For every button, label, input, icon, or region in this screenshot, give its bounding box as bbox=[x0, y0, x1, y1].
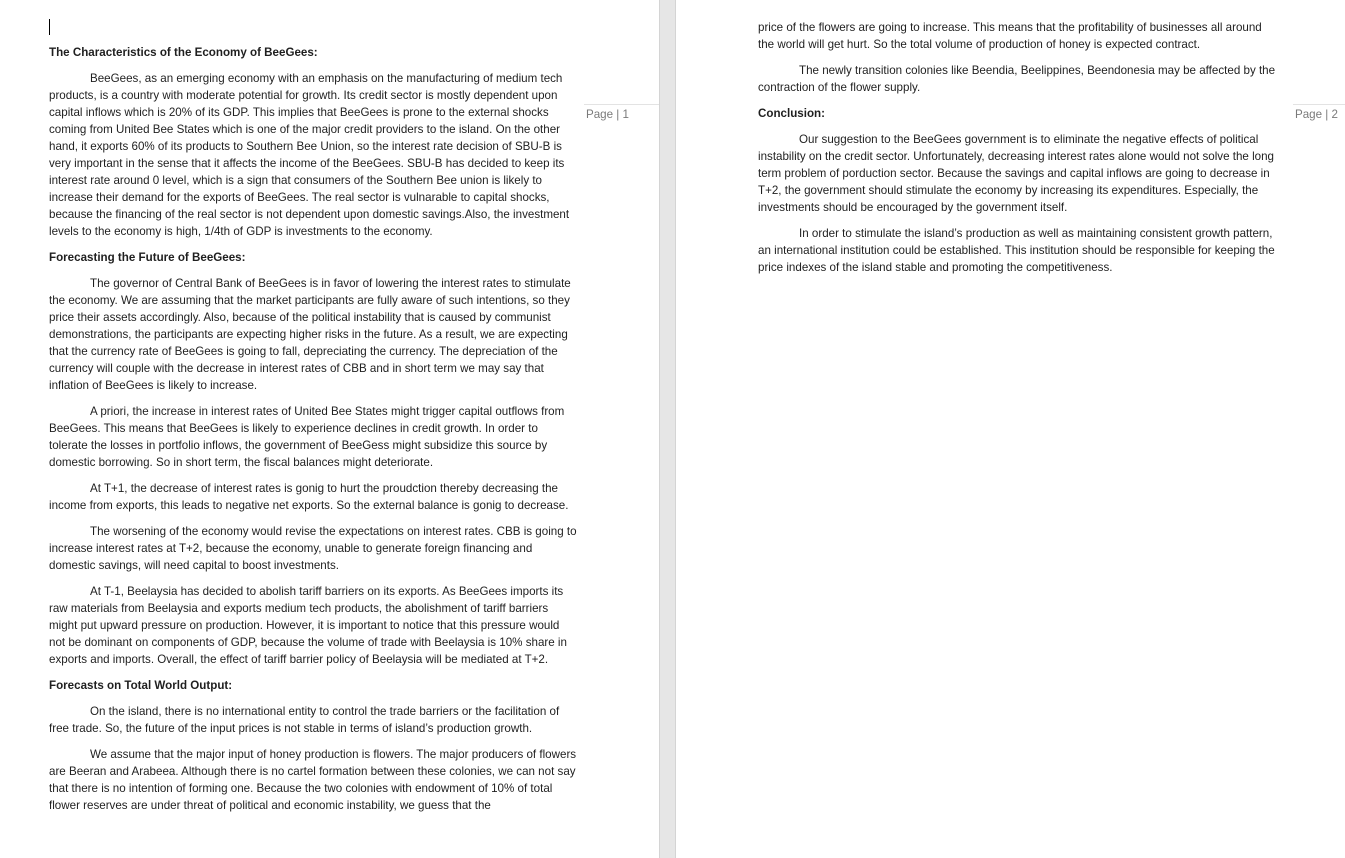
document-page-2[interactable] bbox=[676, 0, 1345, 858]
paragraph: On the island, there is no international entity to control the trade barriers or the facilitation of free trade. So, the future of the input prices is not stable in terms of island’s production growth. bbox=[49, 705, 560, 735]
paragraph: Our suggestion to the BeeGees government is to eliminate the negative effects of political instability on the credit sector. Unfortunately, decreasing interest rates alone would not solve the long term problem of porduction sector. Because the savings and capital inflows are going to decrease in T+2, the government should stimulate the economy by increasing its expenditures. Especially, the investments should be encouraged by the government itself. bbox=[758, 133, 1275, 214]
paragraph: The worsening of the economy would revise the expectations on interest rates. CBB is going to increase interest rates at T+2, because the economy, unable to generate foreign financing and domestic savings, will need capital to boost investments. bbox=[49, 525, 577, 572]
page-gap bbox=[659, 0, 676, 858]
paragraph: We assume that the major input of honey production is flowers. The major producers of flowers are Beeran and Arabeea. Although there is no cartel formation between these colonies, we can not say that there is no intention of forming one. Because the two colonies with endowment of 10% of total flower reserves are under threat of political and economic instability, we guess that the bbox=[49, 748, 577, 812]
paragraph: A priori, the increase in interest rates of United Bee States might trigger capital outflows from BeeGees. This means that BeeGees is likely to experience declines in credit growth. In order to tolerate the losses in portfolio inflows, the government of BeeGess might subsidize this source by domestic borrowing. So in short term, the fiscal balances might deteriorate. bbox=[49, 405, 565, 469]
paragraph: price of the flowers are going to increase. This means that the profitability of businesses all around the world will get hurt. So the total volume of production of honey is expected contract. bbox=[758, 21, 1262, 51]
section-heading: Conclusion: bbox=[758, 107, 825, 120]
paragraph: BeeGees, as an emerging economy with an emphasis on the manufacturing of medium tech products, is a country with moderate potential for growth. Its credit sector is mostly dependent upon capital inflows which is 20% of its GDP. This implies that BeeGees is prone to the external shocks coming from United Bee States which is one of the major credit providers to the island. On the other hand, it exports 60% of its products to Southern Bee Union, so the interest rate decision of SBU-B is very important in the sense that it affects the income of the BeeGees. SBU-B has decided to keep its interest rate around 0 level, which is a sign that consumers of the Southern Bee union is likely to increase their demand for the exports of BeeGees. The real sector is vulnarable to capital shocks, because the financing of the real sector is not dependent upon domestic savings.Also, the investment levels to the economy is high, 1/4th of GDP is investments to the economy. bbox=[49, 72, 570, 238]
paragraph: At T-1, Beelaysia has decided to abolish tariff barriers on its exports. As BeeGees imports its raw materials from Beelaysia and exports medium tech products, the abolishment of tariff barriers might put upward pressure on production. However, it is important to notice that this pressure would not be dominant on components of GDP, because the volume of trade with Beelaysia is 10% share in exports and imports. Overall, the effect of tariff barrier policy of Beelaysia will be mediated at T+2. bbox=[49, 585, 567, 666]
page-number-rule bbox=[1293, 104, 1345, 105]
paragraph: The newly transition colonies like Beendia, Beelippines, Beendonesia may be affected by the contraction of the flower supply. bbox=[758, 64, 1276, 94]
section-heading: Forecasting the Future of BeeGees: bbox=[49, 251, 246, 264]
page-body[interactable] bbox=[758, 19, 1276, 285]
page-body[interactable] bbox=[49, 44, 577, 823]
text-cursor bbox=[49, 19, 50, 35]
page-number: Page | 2 bbox=[1295, 108, 1338, 121]
paragraph: At T+1, the decrease of interest rates is gonig to hurt the proudction thereby decreasing the income from exports, this leads to negative net exports. So the external balance is gonig to decrease. bbox=[49, 482, 569, 512]
section-heading: The Characteristics of the Economy of BeeGees: bbox=[49, 46, 318, 59]
paragraph: In order to stimulate the island’s production as well as maintaining consistent growth pattern, an international institution could be established. This institution should be responsible for keeping the price indexes of the island stable and promoting the competitiveness. bbox=[758, 227, 1275, 274]
document-page-1[interactable] bbox=[0, 0, 659, 858]
page-number: Page | 1 bbox=[586, 108, 629, 121]
paragraph: The governor of Central Bank of BeeGees is in favor of lowering the interest rates to stimulate the economy. We are assuming that the market participants are fully aware of such intentions, so they price their assets accordingly. Also, because of the political instability that is caused by communist demonstrations, the participants are expecting higher risks in the future. As a result, we are expecting that the currency rate of BeeGees is going to fall, depreciating the currency. The depreciation of the currency will couple with the decrease in interest rates of CBB and in short term we may say that inflation of BeeGees is likely to increase. bbox=[49, 277, 571, 392]
page-number-rule bbox=[584, 104, 659, 105]
section-heading: Forecasts on Total World Output: bbox=[49, 679, 233, 692]
